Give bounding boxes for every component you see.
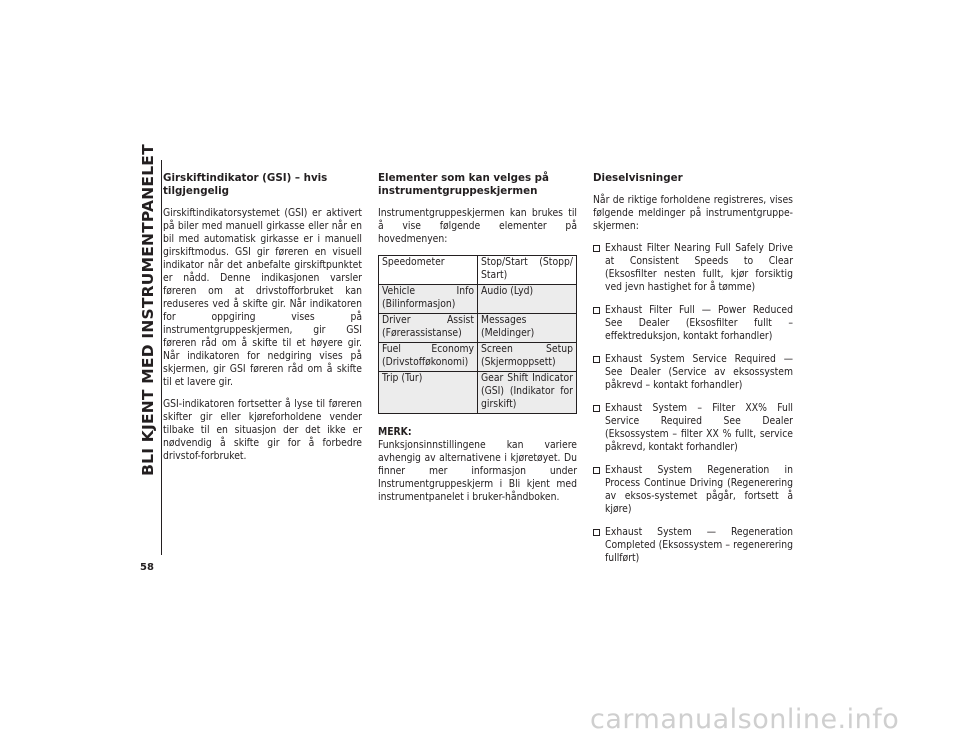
table-cell: Audio (Lyd) bbox=[478, 285, 577, 314]
list-item-text: Exhaust Filter Full — Power Reduced See Dealer (Eksosfilter fullt – effektreduksjon, kontakt forhandler) bbox=[605, 304, 793, 342]
table-row bbox=[379, 314, 577, 343]
table-cell: Screen Setup (Skjermoppsett) bbox=[478, 343, 577, 372]
checkbox-bullet-icon bbox=[593, 245, 600, 252]
table-row bbox=[379, 343, 577, 372]
checkbox-bullet-icon bbox=[593, 529, 600, 536]
watermark-text[interactable]: carmanualsonline.info bbox=[590, 704, 900, 735]
table-cell: Fuel Economy (Drivstofføkonomi) bbox=[379, 343, 478, 372]
table-cell: Trip (Tur) bbox=[379, 372, 478, 414]
gsi-heading: Girskiftindikator (GSI) – hvis tilgjengelig bbox=[163, 172, 328, 197]
list-item bbox=[593, 402, 793, 454]
list-item bbox=[593, 304, 793, 343]
checkbox-bullet-icon bbox=[593, 405, 600, 412]
diesel-intro: Når de riktige forholdene registreres, vises følgende meldinger på instrumentgruppe-skjermen: bbox=[593, 194, 793, 232]
chapter-divider-line bbox=[161, 160, 162, 555]
table-row bbox=[379, 285, 577, 314]
note-label: MERK: bbox=[378, 426, 412, 438]
column-gsi bbox=[163, 168, 362, 472]
list-item bbox=[593, 353, 793, 392]
column-selectable-elements bbox=[378, 168, 577, 513]
page-number: 58 bbox=[140, 562, 154, 573]
list-item-text: Exhaust System Regeneration in Process Continue Driving (Regenerering av eksos-systemet pågår, fortsett å kjøre) bbox=[605, 464, 793, 515]
list-item bbox=[593, 526, 793, 565]
note-text: Funksjonsinnstillingene kan variere avhengig av alternativene i kjøretøyet. Du finner mer informasjon under Instrumentgruppeskjerm i Bli kjent med instrumentpanelet i bruker-håndboken. bbox=[378, 439, 577, 503]
checkbox-bullet-icon bbox=[593, 467, 600, 474]
table-cell: Driver Assist (Førerassistanse) bbox=[379, 314, 478, 343]
selectable-elements-intro: Instrumentgruppeskjermen kan brukes til å vise følgende elementer på hovedmenyen: bbox=[378, 207, 577, 245]
table-cell: Messages (Meldinger) bbox=[478, 314, 577, 343]
chapter-side-title bbox=[136, 144, 160, 476]
list-item-text: Exhaust System – Filter XX% Full Service Required See Dealer (Eksossystem – filter XX % fullt, service påkrevd, kontakt forhandler) bbox=[605, 402, 793, 453]
table-cell: Vehicle Info (Bilinformasjon) bbox=[379, 285, 478, 314]
table-cell: Gear Shift Indicator (GSI) (Indikator for girskift) bbox=[478, 372, 577, 414]
list-item-text: Exhaust System — Regeneration Completed (Eksossystem – regenerering fullført) bbox=[605, 526, 793, 564]
gsi-paragraph-2: GSI-indikatoren fortsetter å lyse til føreren skifter gir eller kjøreforholdene vender tilbake til en situasjon der det ikke er nødvendig å skifte gir for å forbedre drivstof-forbruket. bbox=[163, 398, 362, 462]
list-item-text: Exhaust Filter Nearing Full Safely Drive at Consistent Speeds to Clear (Eksosfilter nesten fullt, kjør forsiktig ved jevn hastighet for å tømme) bbox=[605, 242, 793, 293]
checkbox-bullet-icon bbox=[593, 356, 600, 363]
chapter-side-title-text: BLI KJENT MED INSTRUMENTPANELET bbox=[139, 144, 157, 476]
gsi-paragraph-1: Girskiftindikatorsystemet (GSI) er aktivert på biler med manuell girkasse eller når en bil med automatisk girkasse er i manuell girskiftmodus. GSI gir føreren en visuell indikator når det anbefalte girskiftpunktet er nådd. Denne indikasjonen varsler føreren om at drivstofforbruket kan reduseres ved å skifte gir. Når indikatoren for oppgiring vises på instrumentgruppeskjermen, gir GSI føreren råd om å skifte til et høyere gir. Når indikatoren for nedgiring vises på skjermen, gir GSI føreren råd om å skifte til et lavere gir. bbox=[163, 207, 362, 388]
list-item-text: Exhaust System Service Required — See Dealer (Service av eksossystem påkrevd – kontakt forhandler) bbox=[605, 353, 793, 391]
list-item bbox=[593, 464, 793, 516]
table-cell: Speedometer bbox=[379, 256, 478, 285]
checkbox-bullet-icon bbox=[593, 307, 600, 314]
list-item bbox=[593, 242, 793, 294]
table-row bbox=[379, 256, 577, 285]
diesel-heading: Dieselvisninger bbox=[593, 172, 683, 184]
selectable-elements-heading: Elementer som kan velges på instrumentgruppeskjermen bbox=[378, 172, 549, 197]
column-diesel-messages bbox=[593, 168, 793, 575]
main-menu-table bbox=[378, 255, 577, 414]
diesel-message-list bbox=[593, 242, 793, 565]
table-row bbox=[379, 372, 577, 414]
table-cell: Stop/Start (Stopp/ Start) bbox=[478, 256, 577, 285]
